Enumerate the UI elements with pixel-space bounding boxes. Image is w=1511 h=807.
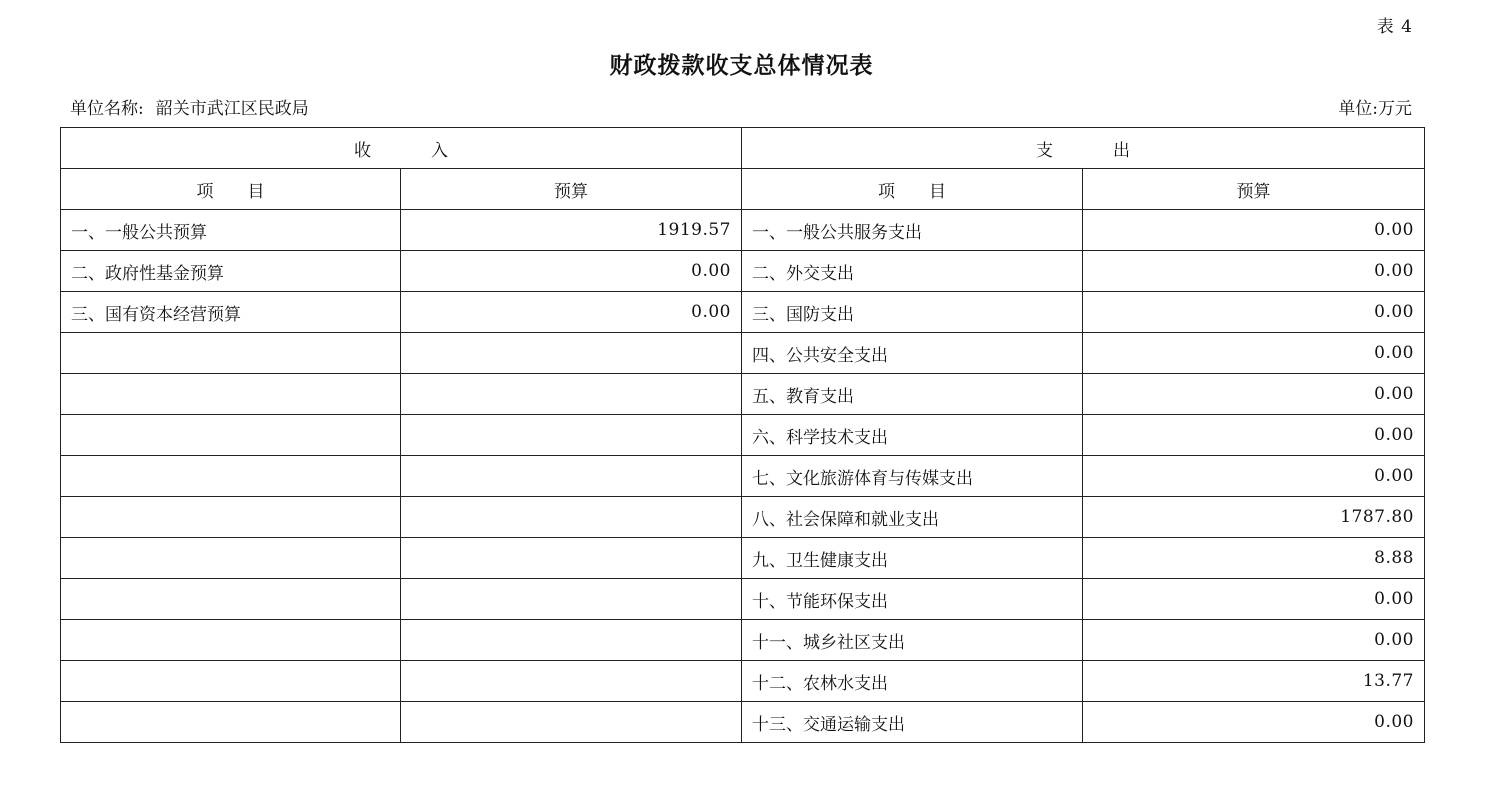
income-budget-cell: 0.00 bbox=[401, 251, 742, 292]
income-group-header bbox=[61, 128, 742, 169]
income-item-cell bbox=[61, 456, 401, 497]
income-item-cell: 二、政府性基金预算 bbox=[61, 251, 401, 292]
income-item-cell bbox=[61, 538, 401, 579]
income-budget-cell bbox=[401, 333, 742, 374]
expense-budget-header: 预算 bbox=[1083, 169, 1425, 210]
table-row bbox=[61, 333, 1425, 374]
table-row bbox=[61, 579, 1425, 620]
income-item-cell bbox=[61, 333, 401, 374]
income-header-char-2: 入 bbox=[431, 140, 448, 161]
expense-item-cell: 十一、城乡社区支出 bbox=[742, 620, 1083, 661]
expense-header-char-1: 支 bbox=[1036, 140, 1053, 161]
income-budget-cell: 1919.57 bbox=[401, 210, 742, 251]
expense-item-cell: 十三、交通运输支出 bbox=[742, 702, 1083, 743]
income-budget-cell bbox=[401, 538, 742, 579]
table-row bbox=[61, 210, 1425, 251]
expense-budget-cell: 1787.80 bbox=[1083, 497, 1425, 538]
group-header-row bbox=[61, 128, 1425, 169]
income-budget-cell bbox=[401, 702, 742, 743]
income-item-header bbox=[61, 169, 401, 210]
unit-name bbox=[70, 94, 309, 119]
table-row bbox=[61, 374, 1425, 415]
expense-item-cell: 二、外交支出 bbox=[742, 251, 1083, 292]
table-row bbox=[61, 620, 1425, 661]
expense-budget-cell: 8.88 bbox=[1083, 538, 1425, 579]
expense-budget-cell: 0.00 bbox=[1083, 333, 1425, 374]
expense-budget-cell: 0.00 bbox=[1083, 210, 1425, 251]
expense-budget-cell: 0.00 bbox=[1083, 374, 1425, 415]
item-header-char-1: 项 bbox=[196, 181, 214, 202]
expense-budget-cell: 0.00 bbox=[1083, 251, 1425, 292]
income-budget-cell bbox=[401, 497, 742, 538]
income-budget-cell: 0.00 bbox=[401, 292, 742, 333]
income-header-char-1: 收 bbox=[354, 140, 371, 161]
budget-table bbox=[60, 127, 1425, 743]
expense-budget-cell: 0.00 bbox=[1083, 415, 1425, 456]
income-item-cell bbox=[61, 579, 401, 620]
item-header-char-2: 目 bbox=[247, 181, 265, 202]
expense-item-cell: 十二、农林水支出 bbox=[742, 661, 1083, 702]
income-budget-cell bbox=[401, 661, 742, 702]
unit-info-row bbox=[70, 94, 1412, 118]
expense-budget-cell: 0.00 bbox=[1083, 456, 1425, 497]
table-number: 表 4 bbox=[1376, 17, 1413, 37]
expense-item-cell: 四、公共安全支出 bbox=[742, 333, 1083, 374]
income-budget-header: 预算 bbox=[401, 169, 742, 210]
expense-item-cell: 一、一般公共服务支出 bbox=[742, 210, 1083, 251]
expense-budget-cell: 0.00 bbox=[1083, 292, 1425, 333]
income-budget-cell bbox=[401, 456, 742, 497]
expense-group-header bbox=[742, 128, 1425, 169]
column-header-row bbox=[61, 169, 1425, 210]
income-item-cell bbox=[61, 620, 401, 661]
table-row bbox=[61, 538, 1425, 579]
income-item-cell bbox=[61, 415, 401, 456]
expense-budget-cell: 0.00 bbox=[1083, 702, 1425, 743]
table-row bbox=[61, 251, 1425, 292]
expense-item-cell: 五、教育支出 bbox=[742, 374, 1083, 415]
expense-item-cell: 九、卫生健康支出 bbox=[742, 538, 1083, 579]
expense-item-cell: 七、文化旅游体育与传媒支出 bbox=[742, 456, 1083, 497]
item-header-char-1: 项 bbox=[878, 181, 895, 202]
income-budget-cell bbox=[401, 374, 742, 415]
expense-budget-cell: 13.77 bbox=[1083, 661, 1425, 702]
budget-table-body bbox=[61, 128, 1425, 743]
expense-budget-cell: 0.00 bbox=[1083, 620, 1425, 661]
income-item-cell bbox=[61, 702, 401, 743]
expense-budget-cell: 0.00 bbox=[1083, 579, 1425, 620]
unit-name-label: 单位名称: bbox=[70, 99, 144, 119]
income-budget-cell bbox=[401, 579, 742, 620]
expense-item-cell: 八、社会保障和就业支出 bbox=[742, 497, 1083, 538]
income-item-cell bbox=[61, 374, 401, 415]
income-item-cell: 一、一般公共预算 bbox=[61, 210, 401, 251]
expense-item-cell: 六、科学技术支出 bbox=[742, 415, 1083, 456]
page-title: 财政拨款收支总体情况表 bbox=[609, 52, 874, 79]
income-item-cell bbox=[61, 661, 401, 702]
expense-item-cell: 三、国防支出 bbox=[742, 292, 1083, 333]
table-row bbox=[61, 702, 1425, 743]
income-budget-cell bbox=[401, 415, 742, 456]
income-item-cell bbox=[61, 497, 401, 538]
table-row bbox=[61, 292, 1425, 333]
item-header-char-2: 目 bbox=[929, 181, 946, 202]
table-row bbox=[61, 497, 1425, 538]
income-item-cell: 三、国有资本经营预算 bbox=[61, 292, 401, 333]
unit-name-value: 韶关市武江区民政局 bbox=[155, 99, 309, 119]
table-row bbox=[61, 661, 1425, 702]
expense-item-header bbox=[742, 169, 1083, 210]
expense-header-char-2: 出 bbox=[1113, 140, 1130, 161]
income-budget-cell bbox=[401, 620, 742, 661]
table-row bbox=[61, 456, 1425, 497]
table-row bbox=[61, 415, 1425, 456]
currency-unit: 单位:万元 bbox=[1338, 99, 1412, 119]
expense-item-cell: 十、节能环保支出 bbox=[742, 579, 1083, 620]
